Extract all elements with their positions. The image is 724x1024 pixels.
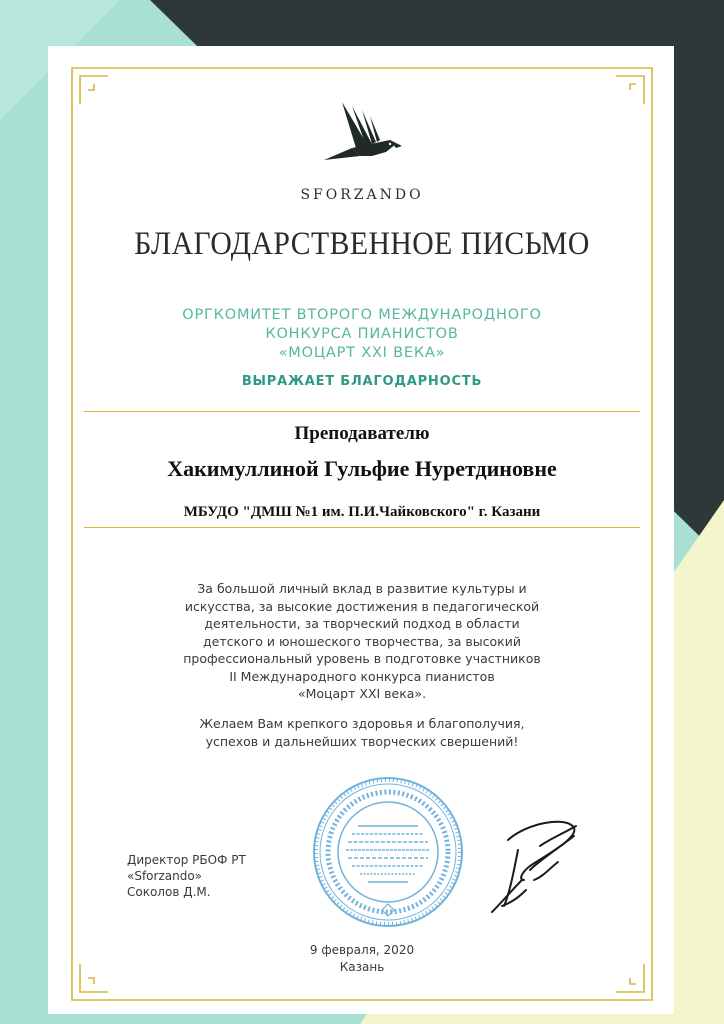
- brand-name: SFORZANDO: [300, 187, 424, 203]
- text-line: деятельности, за творческий подход в области: [204, 616, 520, 631]
- text-line: профессиональный уровень в подготовке участников: [183, 651, 541, 666]
- organizer-block: [0, 306, 724, 363]
- signatory-line: «Sforzando»: [127, 869, 203, 883]
- text-line: Желаем Вам крепкого здоровья и благополучия,: [199, 716, 525, 731]
- divider-top: [84, 411, 640, 412]
- text-line: За большой личный вклад в развитие культуры и: [197, 581, 527, 596]
- document-date: 9 февраля, 2020: [309, 943, 415, 957]
- recipient-name: Хакимуллиной Гульфие Нуретдиновне: [167, 456, 557, 481]
- text-line: детского и юношеского творчества, за высокий: [203, 633, 521, 649]
- footer: [0, 942, 724, 976]
- recipient-role: Преподавателю: [294, 423, 430, 444]
- round-seal-stamp: [308, 772, 468, 932]
- signatory-block: [127, 852, 327, 900]
- text-line: II Международного конкурса пианистов: [229, 668, 495, 684]
- wishes-text: [120, 715, 604, 750]
- divider-bottom: [84, 527, 640, 528]
- recipient-organization: МБУДО "ДМШ №1 им. П.И.Чайковского" г. Казани: [183, 504, 541, 520]
- signatory-line: Директор РБОФ РТ: [127, 853, 246, 867]
- signatory-line: Соколов Д.М.: [127, 885, 211, 899]
- text-line: искусства, за высокие достижения в педагогической: [184, 598, 540, 614]
- organizer-line: КОНКУРСА ПИАНИСТОВ: [265, 326, 459, 342]
- document-city: Казань: [339, 960, 385, 974]
- text-line: «Моцарт XXI века».: [297, 686, 427, 701]
- organizer-line: ОРГКОМИТЕТ ВТОРОГО МЕЖДУНАРОДНОГО: [182, 307, 542, 323]
- expresses-gratitude: ВЫРАЖАЕТ БЛАГОДАРНОСТЬ: [241, 374, 483, 389]
- bird-logo-icon: [312, 96, 412, 176]
- text-line: успехов и дальнейших творческих свершений!: [205, 733, 519, 749]
- organizer-line: «МОЦАРТ XXI ВЕКА»: [278, 345, 446, 361]
- document-title: БЛАГОДАРСТВЕННОЕ ПИСЬМО: [134, 226, 590, 262]
- handwritten-signature: [478, 810, 598, 920]
- gratitude-text: [120, 580, 604, 703]
